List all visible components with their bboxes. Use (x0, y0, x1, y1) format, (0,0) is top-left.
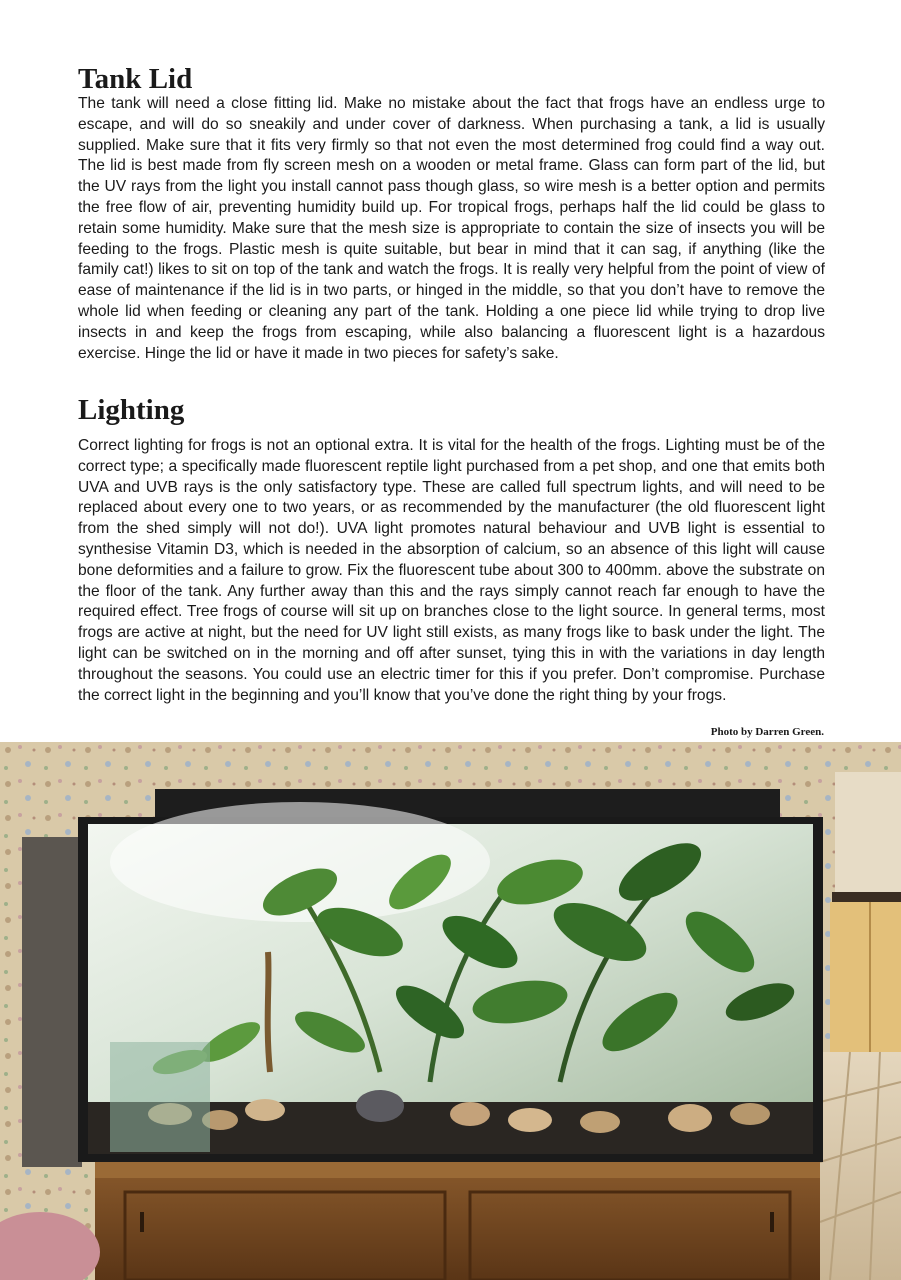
water-section (110, 1042, 210, 1152)
kitchen-bench (832, 892, 901, 902)
section-body-tank-lid: The tank will need a close fitting lid. Make no mistake about the fact that frogs have an endless urge to escape, and will do so sneakily and under cover of darkness. When purchasing a tank, a lid is usually supplied. Make sure that it fits very firmly so that not even the most determined frog could find a way out. The lid is best made from fly screen mesh on a wooden or metal frame. Glass can form part of the lid, but the UV rays from the light you install cannot pass though glass, so wire mesh is a better option and permits the free flow of air, preventing humidity build up. For tropical frogs, perhaps half the lid could be glass to retain some humidity. Make sure that the mesh size is appropriate to contain the size of insects you will be feeding to the frogs. Plastic mesh is quite suitable, but bear in mind that it can sag, if anything (like the family cat!) likes to sit on top of the tank and watch the frogs. It is really very helpful from the point of view of ease of maintenance if the lid is in two parts, or hinged in the middle, so that you don’t have to remove the whole lid when feeding or cleaning any part of the tank. Holding a one piece lid while trying to drop live insects in and keep the frogs from escaping, while also balancing a fluorescent light is a hazardous exercise. Hinge the lid or have it made in two pieces for safety’s sake. (78, 95, 825, 362)
photo-credit: Photo by Darren Green. (710, 726, 824, 738)
doorway (22, 837, 82, 1167)
kitchen-cupboard (830, 902, 901, 1052)
section-heading-tank-lid: Tank Lid (78, 63, 193, 95)
section-heading-lighting: Lighting (78, 394, 185, 426)
section-body-lighting: Correct lighting for frogs is not an optional extra. It is vital for the health of the frogs. Lighting must be of the correct type; a specifically made fluorescent reptile light purchased from a pet shop, and one that emits both UVA and UVB rays is the only satisfactory type. These are called full spectrum lights, and will need to be replaced about every one to two years, or as recommended by the manufacturer (the old fluorescent light from the shed simply will not do!). UVA light promotes natural behaviour and UVB light is essential to synthesise Vitamin D3, which is needed in the absorption of calcium, so an absence of this light will cause bone deformities and a failure to grow. Fix the fluorescent tube about 300 to 400mm. above the substrate on the floor of the tank. Any further away than this and the rays simply cannot reach far enough to have the required effect. Tree frogs of course will sit up on branches close to the light source. In general terms, most frogs are active at night, but the need for UV light still exists, as many frogs like to bask under the light. The light can be switched on in the morning and off after sunset, tying this in with the variations in day length throughout the seasons. You could use an electric timer for this if you prefer. Don’t compromise. Purchase the correct light in the beginning and you’ll know that you’ve done the right thing by your frogs. (78, 437, 825, 704)
wooden-cabinet (95, 1162, 820, 1280)
terrarium-photo (0, 742, 901, 1280)
